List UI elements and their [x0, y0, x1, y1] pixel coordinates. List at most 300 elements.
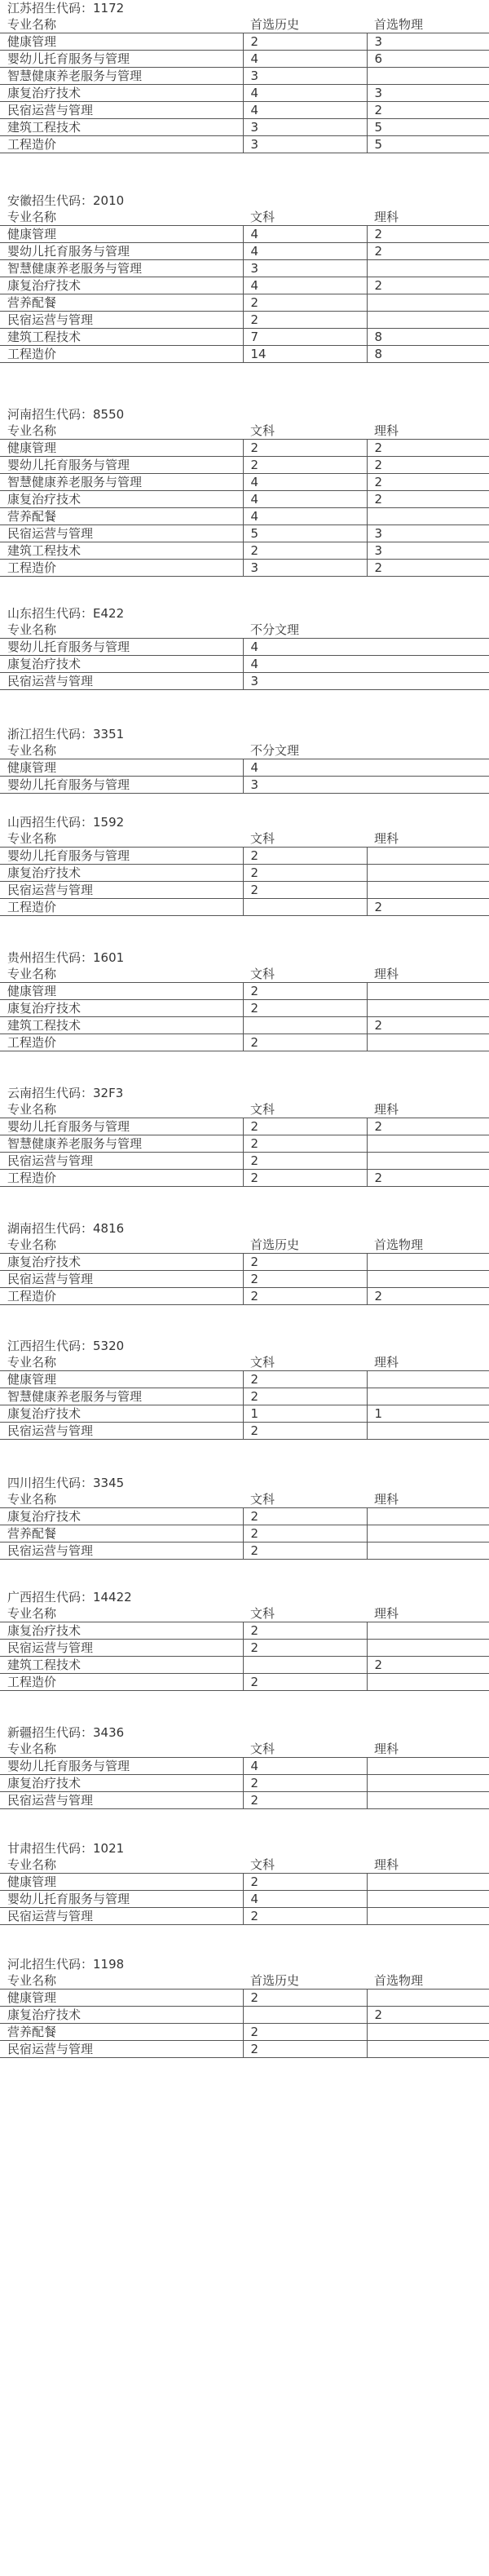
quota-cell: 2 — [367, 102, 489, 119]
quota-cell: 2 — [243, 294, 367, 312]
quota-cell — [367, 1622, 489, 1640]
table-row — [0, 294, 489, 312]
table-header-row — [0, 622, 489, 639]
quota-cell — [367, 68, 489, 85]
table-row — [0, 899, 489, 916]
major-name-cell: 工程造价 — [0, 1674, 243, 1691]
table-row — [0, 243, 489, 260]
table-row — [0, 457, 489, 474]
quota-cell — [367, 983, 489, 1000]
table-header-row — [0, 209, 489, 226]
quota-cell: 8 — [367, 329, 489, 346]
header-quota: 首选历史 — [250, 17, 300, 32]
major-name-cell: 建筑工程技术 — [0, 1657, 243, 1674]
quota-cell: 2 — [243, 1908, 367, 1925]
quota-cell: 14 — [243, 346, 367, 363]
quota-cell: 4 — [243, 1758, 367, 1775]
quota-cell: 2 — [243, 865, 367, 882]
major-name-cell: 康复治疗技术 — [0, 491, 243, 508]
header-quota: 理科 — [374, 967, 399, 981]
header-major: 专业名称 — [7, 1237, 57, 1252]
header-quota: 理科 — [374, 423, 399, 438]
quota-cell — [243, 1657, 367, 1674]
quota-cell: 2 — [243, 1254, 367, 1271]
quota-cell: 2 — [367, 491, 489, 508]
major-name-cell: 营养配餐 — [0, 2024, 243, 2041]
table-row — [0, 329, 489, 346]
quota-cell: 4 — [243, 656, 489, 673]
header-major: 专业名称 — [7, 1742, 57, 1756]
major-name-cell: 康复治疗技术 — [0, 1508, 243, 1525]
table-row — [0, 2024, 489, 2041]
quota-cell: 4 — [243, 639, 489, 656]
table-row — [0, 865, 489, 882]
header-quota: 文科 — [250, 210, 275, 224]
header-quota: 首选物理 — [374, 17, 424, 32]
major-name-cell: 智慧健康养老服务与管理 — [0, 474, 243, 491]
quota-cell: 3 — [243, 119, 367, 136]
quota-cell: 3 — [243, 68, 367, 85]
quota-cell: 4 — [243, 1891, 367, 1908]
quota-cell: 3 — [243, 136, 367, 153]
major-name-cell: 婴幼儿托育服务与管理 — [0, 639, 243, 656]
section-title: 安徽招生代码：2010 — [7, 193, 125, 208]
table-row — [0, 136, 489, 153]
table-header-row — [0, 830, 489, 848]
header-major: 专业名称 — [7, 1973, 57, 1988]
header-quota: 理科 — [374, 1355, 399, 1370]
quota-cell: 2 — [367, 457, 489, 474]
quota-cell — [367, 1525, 489, 1543]
major-name-cell: 工程造价 — [0, 899, 243, 916]
enrollment-table — [0, 209, 489, 363]
major-name-cell: 康复治疗技术 — [0, 656, 243, 673]
quota-cell: 4 — [243, 508, 367, 525]
table-row — [0, 1118, 489, 1135]
header-quota: 文科 — [250, 967, 275, 981]
section-title: 江西招生代码：5320 — [7, 1339, 125, 1353]
table-row — [0, 102, 489, 119]
header-major: 专业名称 — [7, 210, 57, 224]
enrollment-table — [0, 966, 489, 1051]
header-quota: 理科 — [374, 1492, 399, 1507]
major-name-cell: 康复治疗技术 — [0, 85, 243, 102]
quota-cell — [243, 899, 367, 916]
major-name-cell: 健康管理 — [0, 33, 243, 51]
table-row — [0, 33, 489, 51]
enrollment-table — [0, 622, 489, 690]
quota-cell — [367, 1254, 489, 1271]
quota-cell: 2 — [243, 1622, 367, 1640]
quota-cell: 3 — [367, 525, 489, 542]
table-row — [0, 1674, 489, 1691]
header-quota: 理科 — [374, 1857, 399, 1872]
table-row — [0, 1423, 489, 1440]
major-name-cell: 工程造价 — [0, 1170, 243, 1187]
section-title: 云南招生代码：32F3 — [7, 1086, 124, 1100]
enrollment-table — [0, 742, 489, 794]
quota-cell — [367, 865, 489, 882]
quota-cell — [367, 508, 489, 525]
quota-cell: 2 — [243, 1271, 367, 1288]
quota-cell — [367, 1388, 489, 1405]
table-header-row — [0, 1354, 489, 1371]
quota-cell — [367, 2041, 489, 2058]
section-title: 广西招生代码：14422 — [7, 1590, 132, 1604]
quota-cell: 3 — [243, 560, 367, 577]
table-row — [0, 1153, 489, 1170]
quota-cell: 2 — [367, 1657, 489, 1674]
table-row — [0, 1000, 489, 1017]
table-row — [0, 1371, 489, 1388]
table-header-row — [0, 1857, 489, 1874]
quota-cell: 2 — [367, 243, 489, 260]
quota-cell: 3 — [243, 673, 489, 690]
quota-cell: 2 — [367, 1288, 489, 1305]
table-row — [0, 508, 489, 525]
quota-cell — [367, 1792, 489, 1809]
quota-cell — [367, 1775, 489, 1792]
header-major: 专业名称 — [7, 622, 57, 637]
quota-cell: 3 — [243, 777, 489, 794]
table-row — [0, 777, 489, 794]
quota-cell: 2 — [243, 440, 367, 457]
table-row — [0, 1640, 489, 1657]
table-row — [0, 882, 489, 899]
table-row — [0, 85, 489, 102]
section-title: 新疆招生代码：3436 — [7, 1725, 125, 1740]
header-quota: 理科 — [374, 831, 399, 846]
major-name-cell: 婴幼儿托育服务与管理 — [0, 243, 243, 260]
quota-cell: 2 — [243, 1135, 367, 1153]
quota-cell — [367, 1508, 489, 1525]
quota-cell: 2 — [243, 33, 367, 51]
major-name-cell: 康复治疗技术 — [0, 1405, 243, 1423]
major-name-cell: 康复治疗技术 — [0, 1775, 243, 1792]
quota-cell: 5 — [367, 136, 489, 153]
quota-cell: 2 — [243, 2041, 367, 2058]
header-quota: 文科 — [250, 1492, 275, 1507]
section-title: 河北招生代码：1198 — [7, 1957, 125, 1972]
table-header-row — [0, 1741, 489, 1758]
major-name-cell: 民宿运营与管理 — [0, 882, 243, 899]
header-major: 专业名称 — [7, 1606, 57, 1621]
quota-cell: 2 — [243, 1000, 367, 1017]
quota-cell: 2 — [367, 560, 489, 577]
table-row — [0, 1508, 489, 1525]
quota-cell: 2 — [243, 2024, 367, 2041]
quota-cell: 2 — [367, 1118, 489, 1135]
quota-cell: 2 — [367, 2007, 489, 2024]
table-row — [0, 474, 489, 491]
header-major: 专业名称 — [7, 967, 57, 981]
header-major: 专业名称 — [7, 831, 57, 846]
table-header-row — [0, 1605, 489, 1622]
quota-cell: 2 — [243, 1640, 367, 1657]
table-row — [0, 656, 489, 673]
quota-cell: 2 — [243, 1874, 367, 1891]
table-row — [0, 1792, 489, 1809]
major-name-cell: 民宿运营与管理 — [0, 1423, 243, 1440]
table-row — [0, 1170, 489, 1187]
header-quota: 文科 — [250, 1857, 275, 1872]
major-name-cell: 工程造价 — [0, 1034, 243, 1051]
quota-cell — [367, 1543, 489, 1560]
header-quota: 首选历史 — [250, 1973, 300, 1988]
major-name-cell: 建筑工程技术 — [0, 119, 243, 136]
quota-cell: 2 — [243, 1775, 367, 1792]
table-row — [0, 1622, 489, 1640]
header-quota: 文科 — [250, 1355, 275, 1370]
quota-cell: 2 — [367, 1017, 489, 1034]
table-header-row — [0, 966, 489, 983]
table-header-row — [0, 423, 489, 440]
header-quota: 首选物理 — [374, 1237, 424, 1252]
table-row — [0, 491, 489, 508]
table-row — [0, 1908, 489, 1925]
major-name-cell: 民宿运营与管理 — [0, 1908, 243, 1925]
quota-cell — [243, 2007, 367, 2024]
section-title: 甘肃招生代码：1021 — [7, 1841, 125, 1856]
quota-cell: 2 — [243, 1525, 367, 1543]
table-row — [0, 848, 489, 865]
header-quota: 文科 — [250, 1742, 275, 1756]
table-row — [0, 1657, 489, 1674]
table-header-row — [0, 1972, 489, 1990]
header-quota: 首选物理 — [374, 1973, 424, 1988]
quota-cell — [367, 1874, 489, 1891]
quota-cell: 5 — [367, 119, 489, 136]
quota-cell: 2 — [243, 848, 367, 865]
enrollment-table — [0, 1101, 489, 1187]
quota-cell — [367, 1758, 489, 1775]
enrollment-table — [0, 1972, 489, 2058]
quota-cell — [367, 1990, 489, 2007]
major-name-cell: 健康管理 — [0, 1990, 243, 2007]
major-name-cell: 建筑工程技术 — [0, 1017, 243, 1034]
quota-cell: 2 — [243, 1388, 367, 1405]
major-name-cell: 民宿运营与管理 — [0, 1640, 243, 1657]
header-quota: 不分文理 — [250, 743, 300, 758]
table-row — [0, 560, 489, 577]
quota-cell: 2 — [367, 474, 489, 491]
quota-cell: 5 — [243, 525, 367, 542]
major-name-cell: 民宿运营与管理 — [0, 1271, 243, 1288]
major-name-cell: 婴幼儿托育服务与管理 — [0, 1758, 243, 1775]
quota-cell: 1 — [243, 1405, 367, 1423]
major-name-cell: 工程造价 — [0, 560, 243, 577]
header-major: 专业名称 — [7, 1102, 57, 1117]
quota-cell: 4 — [243, 51, 367, 68]
section-title: 湖南招生代码：4816 — [7, 1221, 125, 1236]
major-name-cell: 康复治疗技术 — [0, 1254, 243, 1271]
section-title: 浙江招生代码：3351 — [7, 727, 125, 741]
table-header-row — [0, 1491, 489, 1508]
major-name-cell: 智慧健康养老服务与管理 — [0, 260, 243, 277]
major-name-cell: 婴幼儿托育服务与管理 — [0, 848, 243, 865]
table-row — [0, 1775, 489, 1792]
table-row — [0, 312, 489, 329]
major-name-cell: 智慧健康养老服务与管理 — [0, 68, 243, 85]
major-name-cell: 民宿运营与管理 — [0, 1153, 243, 1170]
table-row — [0, 1254, 489, 1271]
major-name-cell: 营养配餐 — [0, 294, 243, 312]
major-name-cell: 智慧健康养老服务与管理 — [0, 1388, 243, 1405]
header-major: 专业名称 — [7, 1492, 57, 1507]
table-row — [0, 1874, 489, 1891]
table-row — [0, 51, 489, 68]
quota-cell: 3 — [243, 260, 367, 277]
quota-cell: 4 — [243, 85, 367, 102]
major-name-cell: 康复治疗技术 — [0, 2007, 243, 2024]
quota-cell — [367, 2024, 489, 2041]
quota-cell: 3 — [367, 542, 489, 560]
major-name-cell: 康复治疗技术 — [0, 1000, 243, 1017]
major-name-cell: 营养配餐 — [0, 508, 243, 525]
table-row — [0, 2041, 489, 2058]
enrollment-table — [0, 1237, 489, 1305]
quota-cell: 3 — [367, 33, 489, 51]
table-row — [0, 226, 489, 243]
quota-cell: 2 — [243, 1371, 367, 1388]
quota-cell — [243, 1017, 367, 1034]
enrollment-table — [0, 830, 489, 916]
table-row — [0, 2007, 489, 2024]
quota-cell: 2 — [367, 440, 489, 457]
major-name-cell: 工程造价 — [0, 1288, 243, 1305]
header-quota: 文科 — [250, 423, 275, 438]
section-title: 贵州招生代码：1601 — [7, 950, 125, 965]
section-title: 江苏招生代码：1172 — [7, 1, 125, 15]
quota-cell: 7 — [243, 329, 367, 346]
enrollment-table — [0, 423, 489, 577]
header-major: 专业名称 — [7, 423, 57, 438]
enrollment-table — [0, 1857, 489, 1925]
major-name-cell: 健康管理 — [0, 440, 243, 457]
major-name-cell: 婴幼儿托育服务与管理 — [0, 777, 243, 794]
quota-cell: 4 — [243, 277, 367, 294]
table-row — [0, 1891, 489, 1908]
major-name-cell: 民宿运营与管理 — [0, 1792, 243, 1809]
major-name-cell: 康复治疗技术 — [0, 865, 243, 882]
table-row — [0, 639, 489, 656]
quota-cell — [367, 1423, 489, 1440]
quota-cell: 2 — [367, 899, 489, 916]
header-major: 专业名称 — [7, 1857, 57, 1872]
header-quota: 理科 — [374, 1606, 399, 1621]
section-title: 山东招生代码：E422 — [7, 606, 125, 621]
quota-cell — [367, 848, 489, 865]
quota-cell: 2 — [243, 1543, 367, 1560]
major-name-cell: 健康管理 — [0, 226, 243, 243]
quota-cell: 4 — [243, 102, 367, 119]
major-name-cell: 营养配餐 — [0, 1525, 243, 1543]
enrollment-table — [0, 1491, 489, 1560]
quota-cell: 2 — [243, 542, 367, 560]
header-major: 专业名称 — [7, 17, 57, 32]
table-row — [0, 440, 489, 457]
quota-cell: 4 — [243, 491, 367, 508]
major-name-cell: 建筑工程技术 — [0, 542, 243, 560]
header-major: 专业名称 — [7, 743, 57, 758]
table-row — [0, 525, 489, 542]
enrollment-table — [0, 1354, 489, 1440]
major-name-cell: 婴幼儿托育服务与管理 — [0, 457, 243, 474]
major-name-cell: 健康管理 — [0, 759, 243, 777]
major-name-cell: 健康管理 — [0, 983, 243, 1000]
quota-cell — [367, 1135, 489, 1153]
table-row — [0, 1758, 489, 1775]
quota-cell: 2 — [243, 1508, 367, 1525]
quota-cell: 2 — [243, 1423, 367, 1440]
table-header-row — [0, 1101, 489, 1118]
quota-cell: 8 — [367, 346, 489, 363]
table-row — [0, 759, 489, 777]
major-name-cell: 婴幼儿托育服务与管理 — [0, 1891, 243, 1908]
major-name-cell: 民宿运营与管理 — [0, 102, 243, 119]
quota-cell: 2 — [243, 1153, 367, 1170]
quota-cell: 2 — [367, 1170, 489, 1187]
major-name-cell: 婴幼儿托育服务与管理 — [0, 1118, 243, 1135]
table-row — [0, 1525, 489, 1543]
quota-cell: 2 — [243, 882, 367, 899]
table-row — [0, 1135, 489, 1153]
header-quota: 文科 — [250, 1606, 275, 1621]
header-major: 专业名称 — [7, 1355, 57, 1370]
header-quota: 文科 — [250, 1102, 275, 1117]
quota-cell: 4 — [243, 759, 489, 777]
quota-cell — [367, 1891, 489, 1908]
table-row — [0, 68, 489, 85]
major-name-cell: 建筑工程技术 — [0, 329, 243, 346]
major-name-cell: 民宿运营与管理 — [0, 673, 243, 690]
section-title: 山西招生代码：1592 — [7, 815, 125, 830]
quota-cell — [367, 1034, 489, 1051]
quota-cell — [367, 312, 489, 329]
header-quota: 首选历史 — [250, 1237, 300, 1252]
major-name-cell: 工程造价 — [0, 346, 243, 363]
table-row — [0, 1405, 489, 1423]
quota-cell: 4 — [243, 226, 367, 243]
table-row — [0, 1017, 489, 1034]
quota-cell — [367, 294, 489, 312]
header-quota: 理科 — [374, 1742, 399, 1756]
major-name-cell: 智慧健康养老服务与管理 — [0, 1135, 243, 1153]
quota-cell — [367, 1371, 489, 1388]
table-row — [0, 277, 489, 294]
table-row — [0, 1271, 489, 1288]
header-quota: 不分文理 — [250, 622, 300, 637]
table-row — [0, 346, 489, 363]
major-name-cell: 民宿运营与管理 — [0, 312, 243, 329]
header-quota: 理科 — [374, 1102, 399, 1117]
table-row — [0, 542, 489, 560]
table-row — [0, 673, 489, 690]
table-header-row — [0, 16, 489, 33]
quota-cell — [367, 260, 489, 277]
table-row — [0, 1288, 489, 1305]
major-name-cell: 婴幼儿托育服务与管理 — [0, 51, 243, 68]
table-row — [0, 983, 489, 1000]
major-name-cell: 民宿运营与管理 — [0, 525, 243, 542]
table-header-row — [0, 742, 489, 759]
header-quota: 理科 — [374, 210, 399, 224]
quota-cell: 2 — [243, 1034, 367, 1051]
major-name-cell: 工程造价 — [0, 136, 243, 153]
quota-cell: 2 — [243, 1118, 367, 1135]
quota-cell: 2 — [243, 1990, 367, 2007]
table-header-row — [0, 1237, 489, 1254]
